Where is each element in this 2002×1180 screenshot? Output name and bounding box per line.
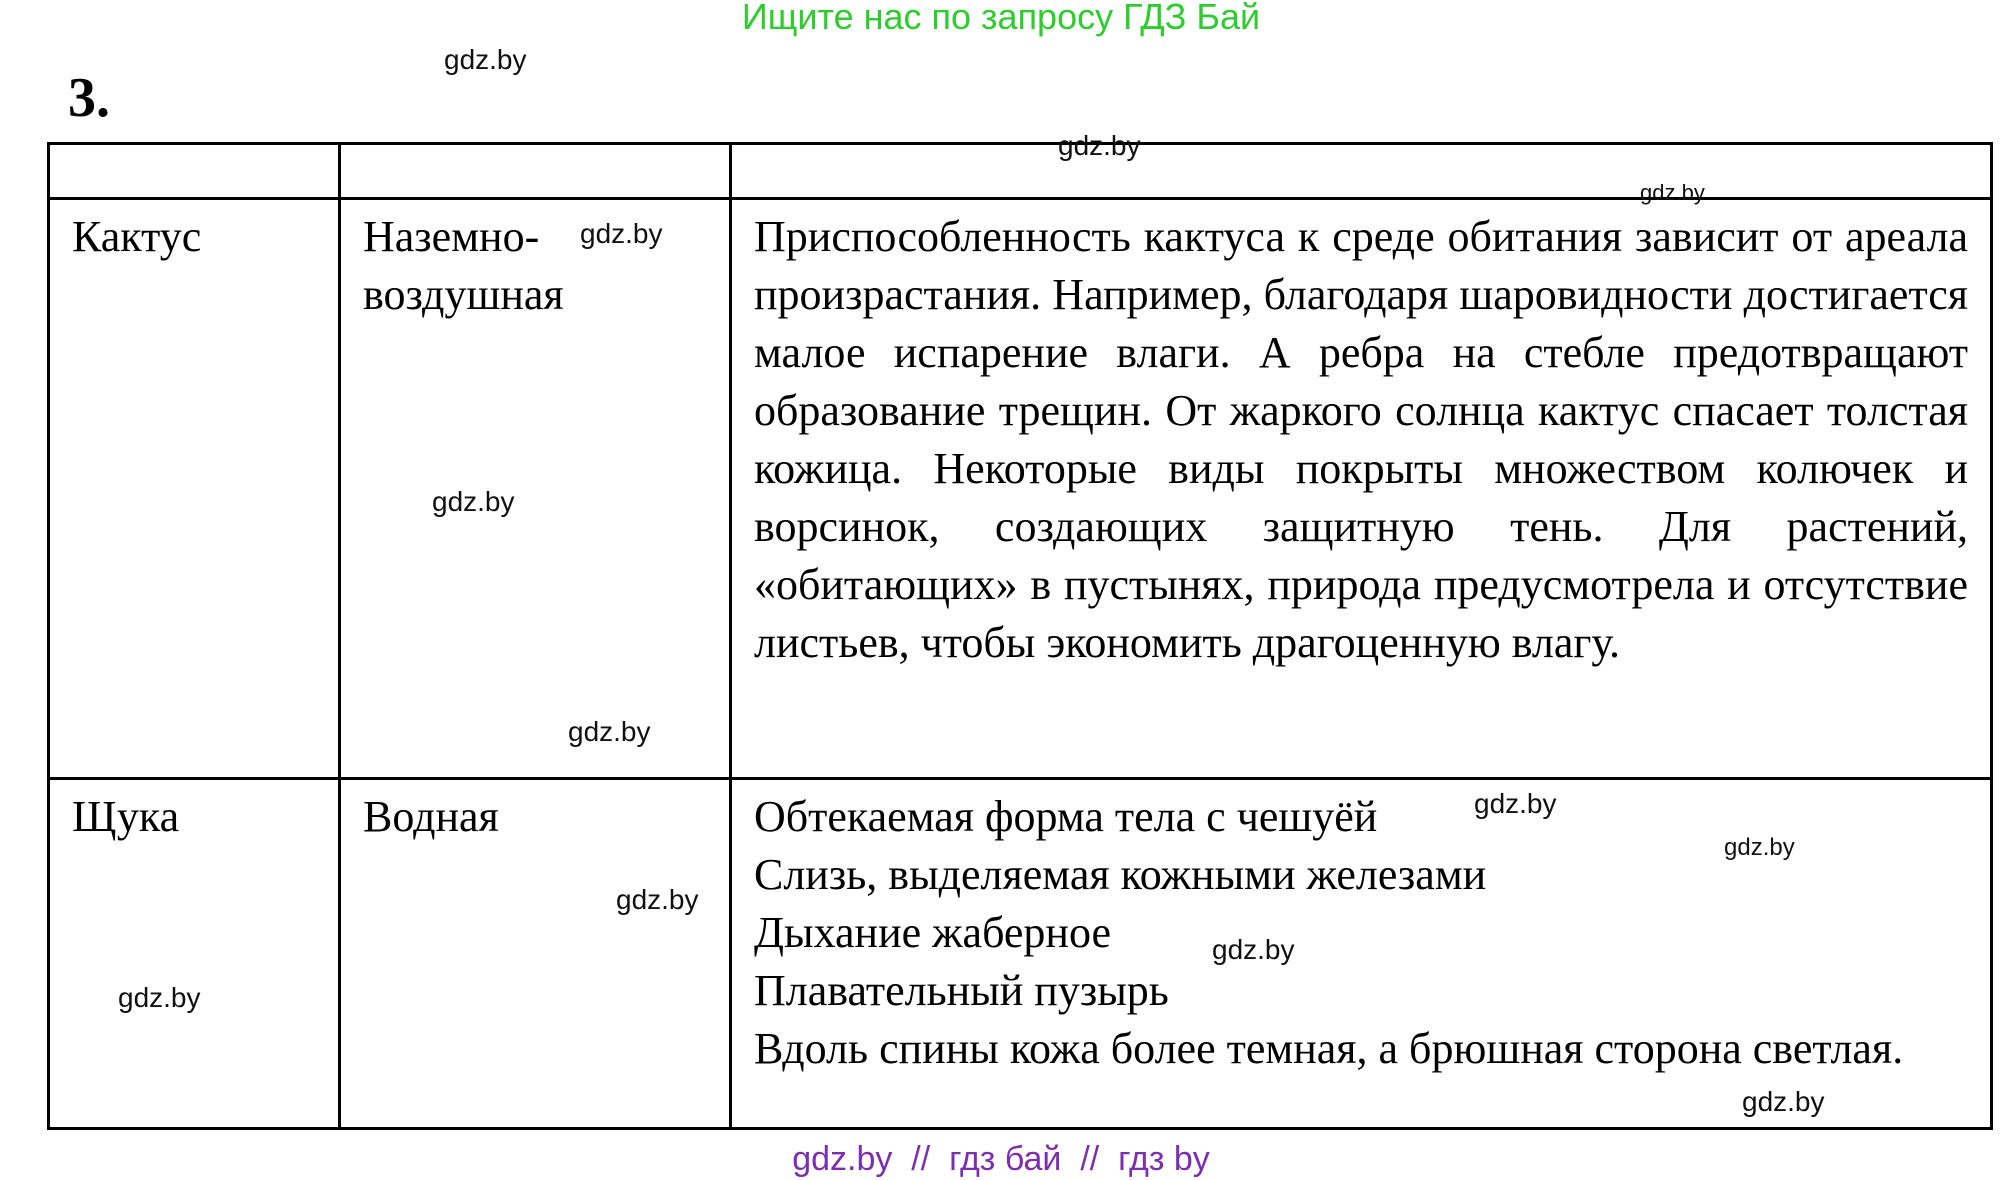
adaptations-cell: Приспособленность кактуса к среде обитания зависит от ареала произрастания. Например, благодаря шаровидности достигается малое испарение влаги. А ребра на стебле предотвращают образование трещин. От жаркого солнца кактус спасает толстая кожица. Некоторые виды покрыты множеством колючек и ворсинок, создающих защитную тень. Для растений, «обитающих» в пустынях, природа предусмотрела и отсутствие листьев, чтобы экономить драгоценную влагу. [731,199,1992,779]
watermark: gdz.by [118,982,201,1013]
adaptations-cell [731,779,1992,1129]
watermark: gdz.by [1742,1086,1825,1117]
task-number: 3. [68,67,110,129]
adaptation-item: Вдоль спины кожа более темная, а брюшная сторона светлая. [754,1024,1904,1073]
watermark: gdz.by [1724,834,1795,861]
habitat-cell: Наземно-воздушная [340,199,731,779]
watermark: gdz.by [1212,934,1295,965]
organism-cell: Щука [49,779,340,1129]
header-cell [49,144,340,199]
adaptations-table [47,142,1993,1130]
adaptation-item: Дыхание жаберное [754,908,1112,957]
search-banner: Ищите нас по запросу ГДЗ Бай [741,0,1261,37]
watermark: gdz.by [568,716,651,747]
adaptation-item: Обтекаемая форма тела с чешуёй [754,792,1378,841]
adaptation-item: Плавательный пузырь [754,966,1169,1015]
watermark: gdz.by [444,44,527,75]
table-row [49,199,1992,779]
table-row [49,779,1992,1129]
watermark: gdz.by [1474,788,1557,819]
watermark: gdz.by [1058,130,1141,161]
watermark: gdz.by [432,486,515,517]
organism-cell: Кактус [49,199,340,779]
header-cell [340,144,731,199]
habitat-cell: Водная [340,779,731,1129]
header-cell [731,144,1992,199]
watermark: gdz.by [1640,180,1705,205]
footer-links: gdz.by // гдз бай // гдз by [792,1140,1210,1178]
watermark: gdz.by [580,218,663,249]
watermark: gdz.by [616,884,699,915]
adaptation-item: Слизь, выделяемая кожными железами [754,850,1487,899]
